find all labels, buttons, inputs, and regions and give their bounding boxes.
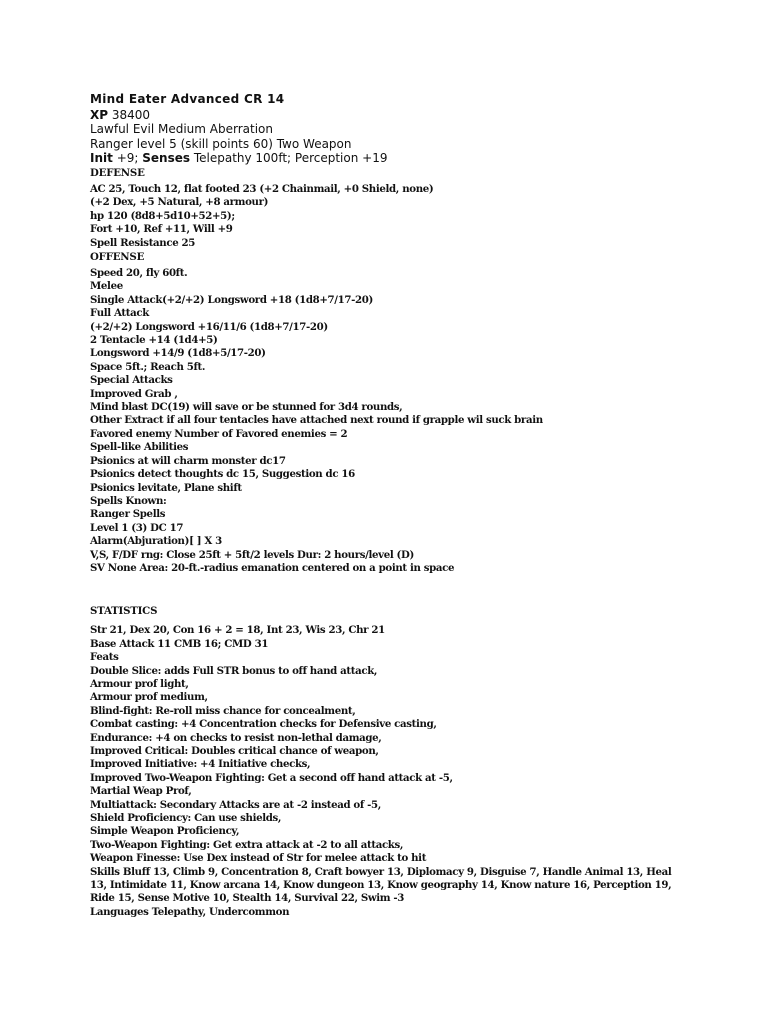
statistics-line: Improved Initiative: +4 Initiative checks, (90, 758, 311, 771)
offense-line: (+2/+2) Longsword +16/11/6 (1d8+7/17-20) (90, 320, 328, 333)
statistics-line: Simple Weapon Proficiency, (90, 825, 240, 838)
init-value: +9; (116, 151, 139, 166)
offense-line: Longsword +14/9 (1d8+5/17-20) (90, 347, 266, 360)
offense-line: Improved Grab , (90, 387, 178, 400)
statistics-line: Blind-fight: Re-roll miss chance for concealment, (90, 704, 356, 717)
xp-label: XP (90, 107, 109, 122)
statistics-line: Improved Two-Weapon Fighting: Get a second off hand attack at -5, (90, 771, 453, 784)
statistics-line: Endurance: +4 on checks to resist non-lethal damage, (90, 731, 382, 744)
defense-line: AC 25, Touch 12, flat footed 23 (+2 Chainmail, +0 Shield, none) (90, 182, 434, 195)
alignment-line: Lawful Evil Medium Aberration (90, 122, 273, 137)
statistics-line: Armour prof light, (90, 677, 189, 690)
offense-line: SV None Area: 20-ft.-radius emanation centered on a point in space (90, 561, 455, 574)
offense-line: Space 5ft.; Reach 5ft. (90, 360, 206, 373)
offense-line: Alarm(Abjuration)[ ] X 3 (90, 535, 222, 548)
offense-heading: OFFENSE (90, 251, 145, 263)
xp-value: 38400 (111, 107, 151, 122)
statistics-line: Armour prof medium, (90, 691, 208, 704)
defense-heading: DEFENSE (90, 166, 145, 179)
defense-line: (+2 Dex, +5 Natural, +8 armour) (90, 196, 269, 209)
offense-line: Spell-like Abilities (90, 441, 189, 454)
offense-line: V,S, F/DF rng: Close 25ft + 5ft/2 levels Dur: 2 hours/level (D) (90, 548, 414, 561)
statistics-line: Base Attack 11 CMB 16; CMD 31 (90, 637, 269, 650)
offense-section (90, 267, 680, 575)
defense-line: Fort +10, Ref +11, Will +9 (90, 223, 233, 236)
offense-line: 2 Tentacle +14 (1d4+5) (90, 334, 218, 347)
statistics-line: Feats (90, 651, 119, 664)
init-senses-line (90, 151, 680, 166)
statistics-line: Double Slice: adds Full STR bonus to off hand attack, (90, 664, 378, 677)
creature-title: Mind Eater Advanced CR 14 (90, 92, 285, 106)
xp-line (90, 108, 680, 123)
senses-label: Senses (142, 151, 190, 166)
offense-line: Psionics levitate, Plane shift (90, 481, 242, 494)
offense-line: Full Attack (90, 307, 149, 320)
offense-line: Speed 20, fly 60ft. (90, 267, 188, 279)
class-line: Ranger level 5 (skill points 60) Two Weapon (90, 136, 352, 151)
stat-block (90, 92, 680, 919)
offense-line: Melee (90, 280, 123, 293)
skills-paragraph: Skills Bluff 13, Climb 9, Concentration 8, Craft bowyer 13, Diplomacy 9, Disguise 7, Handle Animal 13, Heal 13, Intimidate 11, Know arcana 14, Know dungeon 13, Know geography 14, Know nature 16, Perception 19, Ride 15, Sense Motive 10, Stealth 14, Survival 22, Swim -3 (90, 865, 672, 905)
senses-value: Telepathy 100ft; Perception +19 (193, 151, 388, 166)
stat-block-header (90, 92, 680, 166)
statistics-line: Martial Weap Prof, (90, 785, 192, 798)
statistics-line: Weapon Finesse: Use Dex instead of Str for melee attack to hit (90, 852, 427, 865)
init-label: Init (90, 151, 113, 166)
statistics-line: Combat casting: +4 Concentration checks for Defensive casting, (90, 718, 437, 731)
statistics-line: Str 21, Dex 20, Con 16 + 2 = 18, Int 23, Wis 23, Chr 21 (90, 624, 385, 637)
defense-line: Spell Resistance 25 (90, 236, 196, 249)
statistics-line: Two-Weapon Fighting: Get extra attack at -2 to all attacks, (90, 838, 404, 851)
offense-line: Ranger Spells (90, 508, 166, 521)
defense-line: hp 120 (8d8+5d10+52+5); (90, 209, 235, 222)
statistics-heading: STATISTICS (90, 605, 158, 618)
defense-section (90, 183, 680, 250)
offense-line: Psionics detect thoughts dc 15, Suggestion dc 16 (90, 468, 355, 481)
offense-line: Level 1 (3) DC 17 (90, 521, 184, 534)
offense-line: Mind blast DC(19) will save or be stunned for 3d4 rounds, (90, 401, 403, 414)
statistics-line: Multiattack: Secondary Attacks are at -2 instead of -5, (90, 798, 381, 811)
offense-line: Other Extract if all four tentacles have attached next round if grapple wil suck brain (90, 414, 543, 427)
offense-line: Special Attacks (90, 374, 173, 387)
languages-line: Languages Telepathy, Undercommon (90, 905, 290, 918)
offense-line: Single Attack(+2/+2) Longsword +18 (1d8+7/17-20) (90, 293, 373, 306)
offense-line: Psionics at will charm monster dc17 (90, 454, 286, 467)
offense-line: Favored enemy Number of Favored enemies = 2 (90, 427, 348, 440)
statistics-line: Improved Critical: Doubles critical chance of weapon, (90, 745, 379, 757)
statistics-section (90, 624, 680, 919)
offense-line: Spells Known: (90, 494, 167, 507)
statistics-line: Shield Proficiency: Can use shields, (90, 812, 282, 825)
